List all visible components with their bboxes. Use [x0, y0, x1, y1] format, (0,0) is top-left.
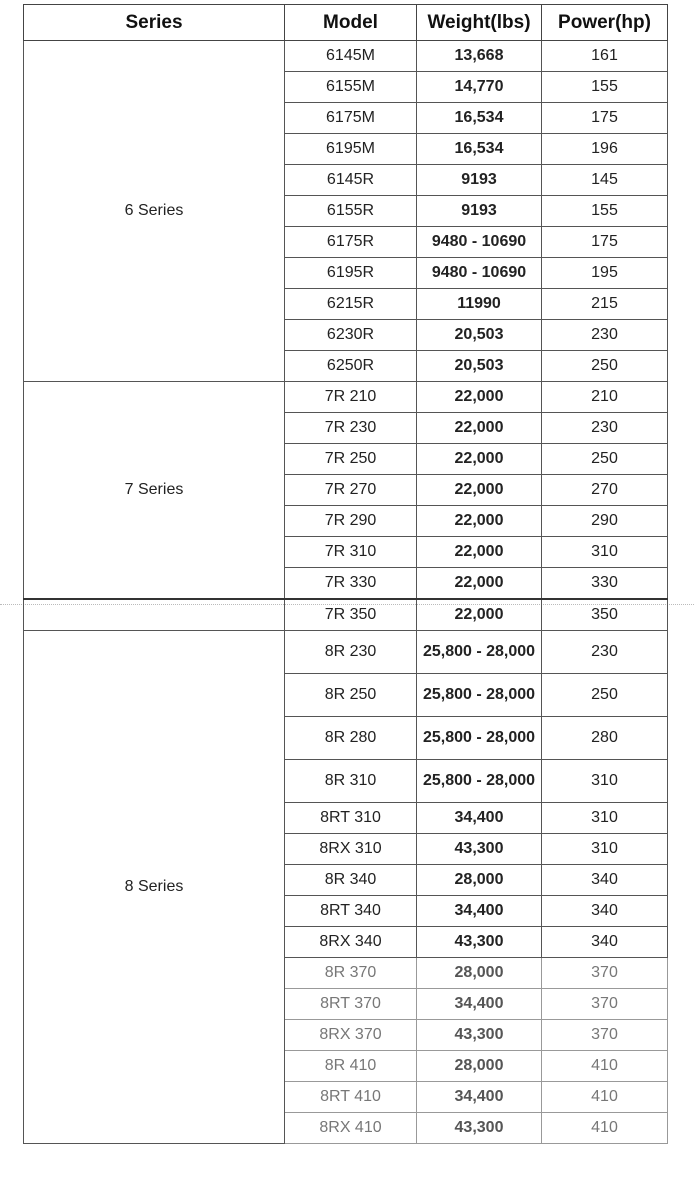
power-cell: 230: [542, 320, 668, 351]
model-cell: 6250R: [285, 351, 417, 382]
weight-cell: 34,400: [417, 803, 542, 834]
series-cell-7: 7 Series: [24, 382, 285, 600]
series-cell-6: 6 Series: [24, 41, 285, 382]
model-cell: 6195M: [285, 134, 417, 165]
model-cell: 7R 310: [285, 537, 417, 568]
weight-cell: 16,534: [417, 103, 542, 134]
weight-cell: 22,000: [417, 444, 542, 475]
model-cell: 8R 230: [285, 631, 417, 674]
table-row: [24, 599, 668, 631]
power-cell: 310: [542, 834, 668, 865]
weight-cell: 9480 - 10690: [417, 227, 542, 258]
weight-cell: 25,800 - 28,000: [417, 631, 542, 674]
weight-cell: 43,300: [417, 834, 542, 865]
model-cell: 8RT 410: [285, 1082, 417, 1113]
table-header-row: [24, 5, 668, 41]
power-cell: 145: [542, 165, 668, 196]
power-cell: 161: [542, 41, 668, 72]
power-cell: 370: [542, 1020, 668, 1051]
power-cell: 155: [542, 196, 668, 227]
power-cell: 350: [542, 599, 668, 631]
weight-cell: 34,400: [417, 989, 542, 1020]
model-cell: 7R 290: [285, 506, 417, 537]
power-cell: 250: [542, 351, 668, 382]
power-cell: 175: [542, 227, 668, 258]
weight-cell: 28,000: [417, 865, 542, 896]
power-cell: 340: [542, 927, 668, 958]
model-cell: 7R 270: [285, 475, 417, 506]
model-cell: 8RX 370: [285, 1020, 417, 1051]
weight-cell: 43,300: [417, 927, 542, 958]
weight-cell: 20,503: [417, 320, 542, 351]
tractor-spec-table-container: [23, 4, 667, 1144]
power-cell: 410: [542, 1051, 668, 1082]
model-cell: 8R 280: [285, 717, 417, 760]
model-cell: 8R 250: [285, 674, 417, 717]
weight-cell: 34,400: [417, 1082, 542, 1113]
model-cell: 7R 210: [285, 382, 417, 413]
model-cell: 8R 410: [285, 1051, 417, 1082]
power-cell: 196: [542, 134, 668, 165]
power-cell: 310: [542, 760, 668, 803]
model-cell: 7R 250: [285, 444, 417, 475]
weight-cell: 25,800 - 28,000: [417, 674, 542, 717]
model-cell: 8RT 370: [285, 989, 417, 1020]
weight-cell: 22,000: [417, 506, 542, 537]
weight-cell: 28,000: [417, 1051, 542, 1082]
weight-cell: 28,000: [417, 958, 542, 989]
model-cell: 7R 230: [285, 413, 417, 444]
model-cell: 7R 330: [285, 568, 417, 600]
weight-cell: 13,668: [417, 41, 542, 72]
weight-cell: 14,770: [417, 72, 542, 103]
weight-cell: 11990: [417, 289, 542, 320]
power-cell: 175: [542, 103, 668, 134]
power-cell: 410: [542, 1113, 668, 1144]
weight-cell: 34,400: [417, 896, 542, 927]
power-cell: 290: [542, 506, 668, 537]
header-model: Model: [285, 5, 417, 41]
weight-cell: 9480 - 10690: [417, 258, 542, 289]
table-row: [24, 382, 668, 413]
model-cell: 8RX 310: [285, 834, 417, 865]
power-cell: 195: [542, 258, 668, 289]
model-cell: 6145R: [285, 165, 417, 196]
header-weight: Weight(lbs): [417, 5, 542, 41]
power-cell: 310: [542, 803, 668, 834]
model-cell: 6155R: [285, 196, 417, 227]
power-cell: 370: [542, 989, 668, 1020]
weight-cell: 22,000: [417, 475, 542, 506]
model-cell: 6175R: [285, 227, 417, 258]
power-cell: 215: [542, 289, 668, 320]
power-cell: 250: [542, 674, 668, 717]
series-cell-8: 8 Series: [24, 631, 285, 1144]
power-cell: 410: [542, 1082, 668, 1113]
table-row: [24, 41, 668, 72]
power-cell: 210: [542, 382, 668, 413]
power-cell: 230: [542, 631, 668, 674]
model-cell: 6155M: [285, 72, 417, 103]
power-cell: 155: [542, 72, 668, 103]
weight-cell: 22,000: [417, 568, 542, 600]
weight-cell: 22,000: [417, 599, 542, 631]
tractor-spec-table: [23, 4, 668, 1144]
model-cell: 8R 310: [285, 760, 417, 803]
model-cell: 6195R: [285, 258, 417, 289]
power-cell: 270: [542, 475, 668, 506]
model-cell: 6145M: [285, 41, 417, 72]
weight-cell: 9193: [417, 165, 542, 196]
power-cell: 280: [542, 717, 668, 760]
model-cell: 8RT 310: [285, 803, 417, 834]
weight-cell: 25,800 - 28,000: [417, 717, 542, 760]
weight-cell: 22,000: [417, 413, 542, 444]
weight-cell: 43,300: [417, 1113, 542, 1144]
weight-cell: 43,300: [417, 1020, 542, 1051]
weight-cell: 20,503: [417, 351, 542, 382]
model-cell: 8RX 410: [285, 1113, 417, 1144]
weight-cell: 16,534: [417, 134, 542, 165]
header-power: Power(hp): [542, 5, 668, 41]
power-cell: 330: [542, 568, 668, 600]
model-cell: 6175M: [285, 103, 417, 134]
series-cell-empty: [24, 599, 285, 631]
weight-cell: 25,800 - 28,000: [417, 760, 542, 803]
weight-cell: 22,000: [417, 537, 542, 568]
weight-cell: 9193: [417, 196, 542, 227]
model-cell: 8R 340: [285, 865, 417, 896]
power-cell: 230: [542, 413, 668, 444]
power-cell: 250: [542, 444, 668, 475]
model-cell: 6230R: [285, 320, 417, 351]
model-cell: 8R 370: [285, 958, 417, 989]
model-cell: 7R 350: [285, 599, 417, 631]
power-cell: 340: [542, 865, 668, 896]
power-cell: 370: [542, 958, 668, 989]
model-cell: 8RT 340: [285, 896, 417, 927]
power-cell: 340: [542, 896, 668, 927]
model-cell: 6215R: [285, 289, 417, 320]
header-series: Series: [24, 5, 285, 41]
power-cell: 310: [542, 537, 668, 568]
table-row: [24, 631, 668, 674]
weight-cell: 22,000: [417, 382, 542, 413]
model-cell: 8RX 340: [285, 927, 417, 958]
